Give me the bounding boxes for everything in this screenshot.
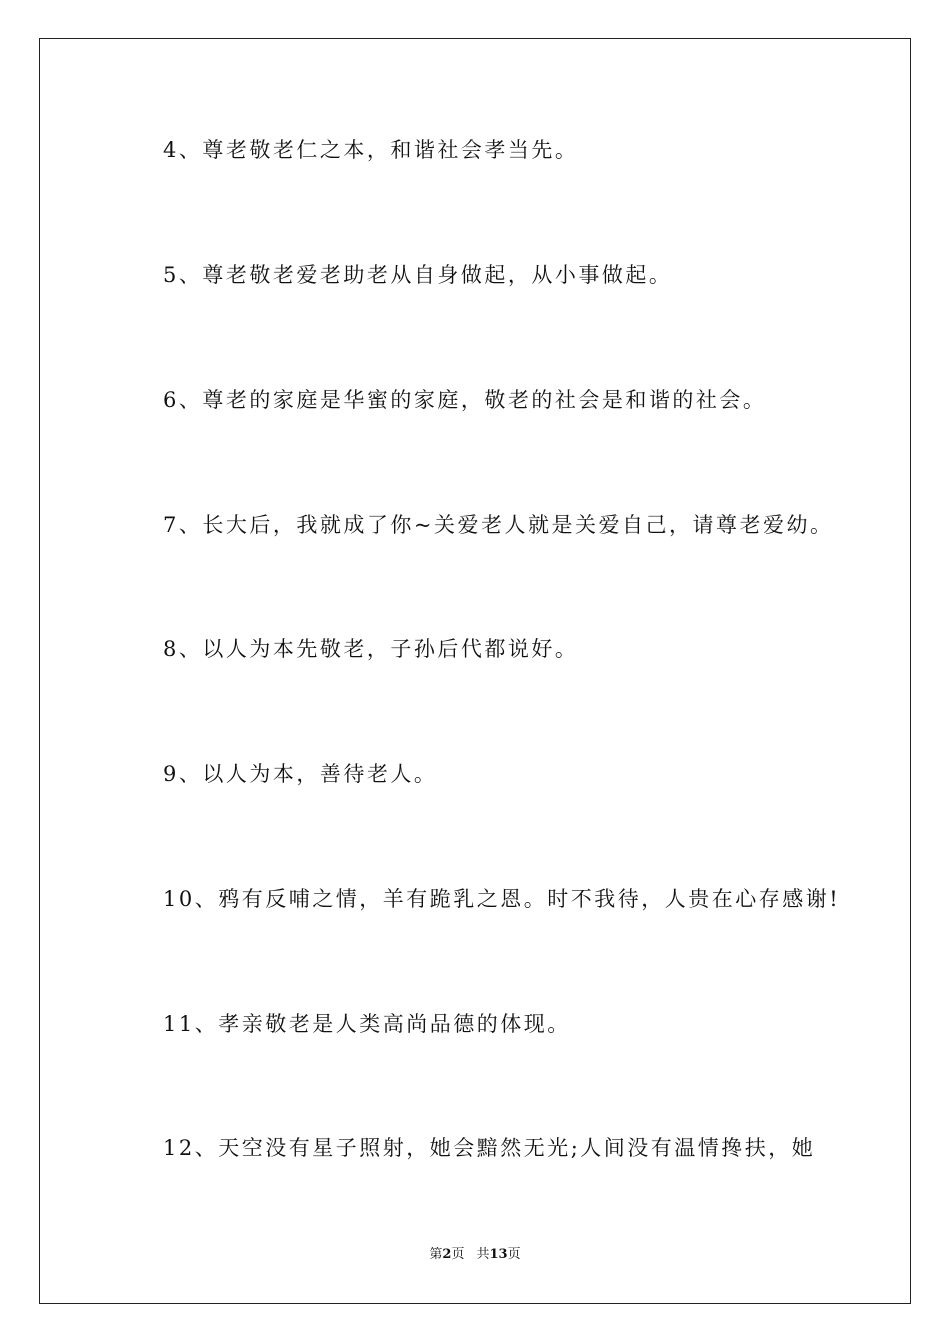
total-prefix: 共 xyxy=(476,1247,490,1262)
page-prefix: 第 xyxy=(429,1247,443,1262)
text-line-11: 11、孝亲敬老是人类高尚品德的体现。 xyxy=(163,1012,571,1036)
text-line-7: 7、长大后，我就成了你~关爱老人就是关爱自己，请尊老爱幼。 xyxy=(163,513,834,537)
text-line-5: 5、尊老敬老爱老助老从自身做起，从小事做起。 xyxy=(163,263,673,287)
text-line-6: 6、尊老的家庭是华蜜的家庭，敬老的社会是和谐的社会。 xyxy=(163,388,767,412)
text-line-12: 12、天空没有星子照射，她会黯然无光;人间没有温情搀扶，她 xyxy=(163,1136,816,1160)
text-line-10: 10、鸦有反哺之情，羊有跪乳之恩。时不我待，人贵在心存感谢! xyxy=(163,887,841,911)
total-suffix: 页 xyxy=(507,1247,521,1262)
page-footer xyxy=(0,1246,950,1264)
page-suffix: 页 xyxy=(451,1247,465,1262)
page-border xyxy=(39,38,911,1304)
total-pages: 13 xyxy=(489,1247,508,1262)
text-line-9: 9、以人为本，善待老人。 xyxy=(163,762,438,786)
text-line-4: 4、尊老敬老仁之本，和谐社会孝当先。 xyxy=(163,138,579,162)
page-number: 2 xyxy=(442,1247,452,1262)
text-line-8: 8、以人为本先敬老，子孙后代都说好。 xyxy=(163,637,579,661)
